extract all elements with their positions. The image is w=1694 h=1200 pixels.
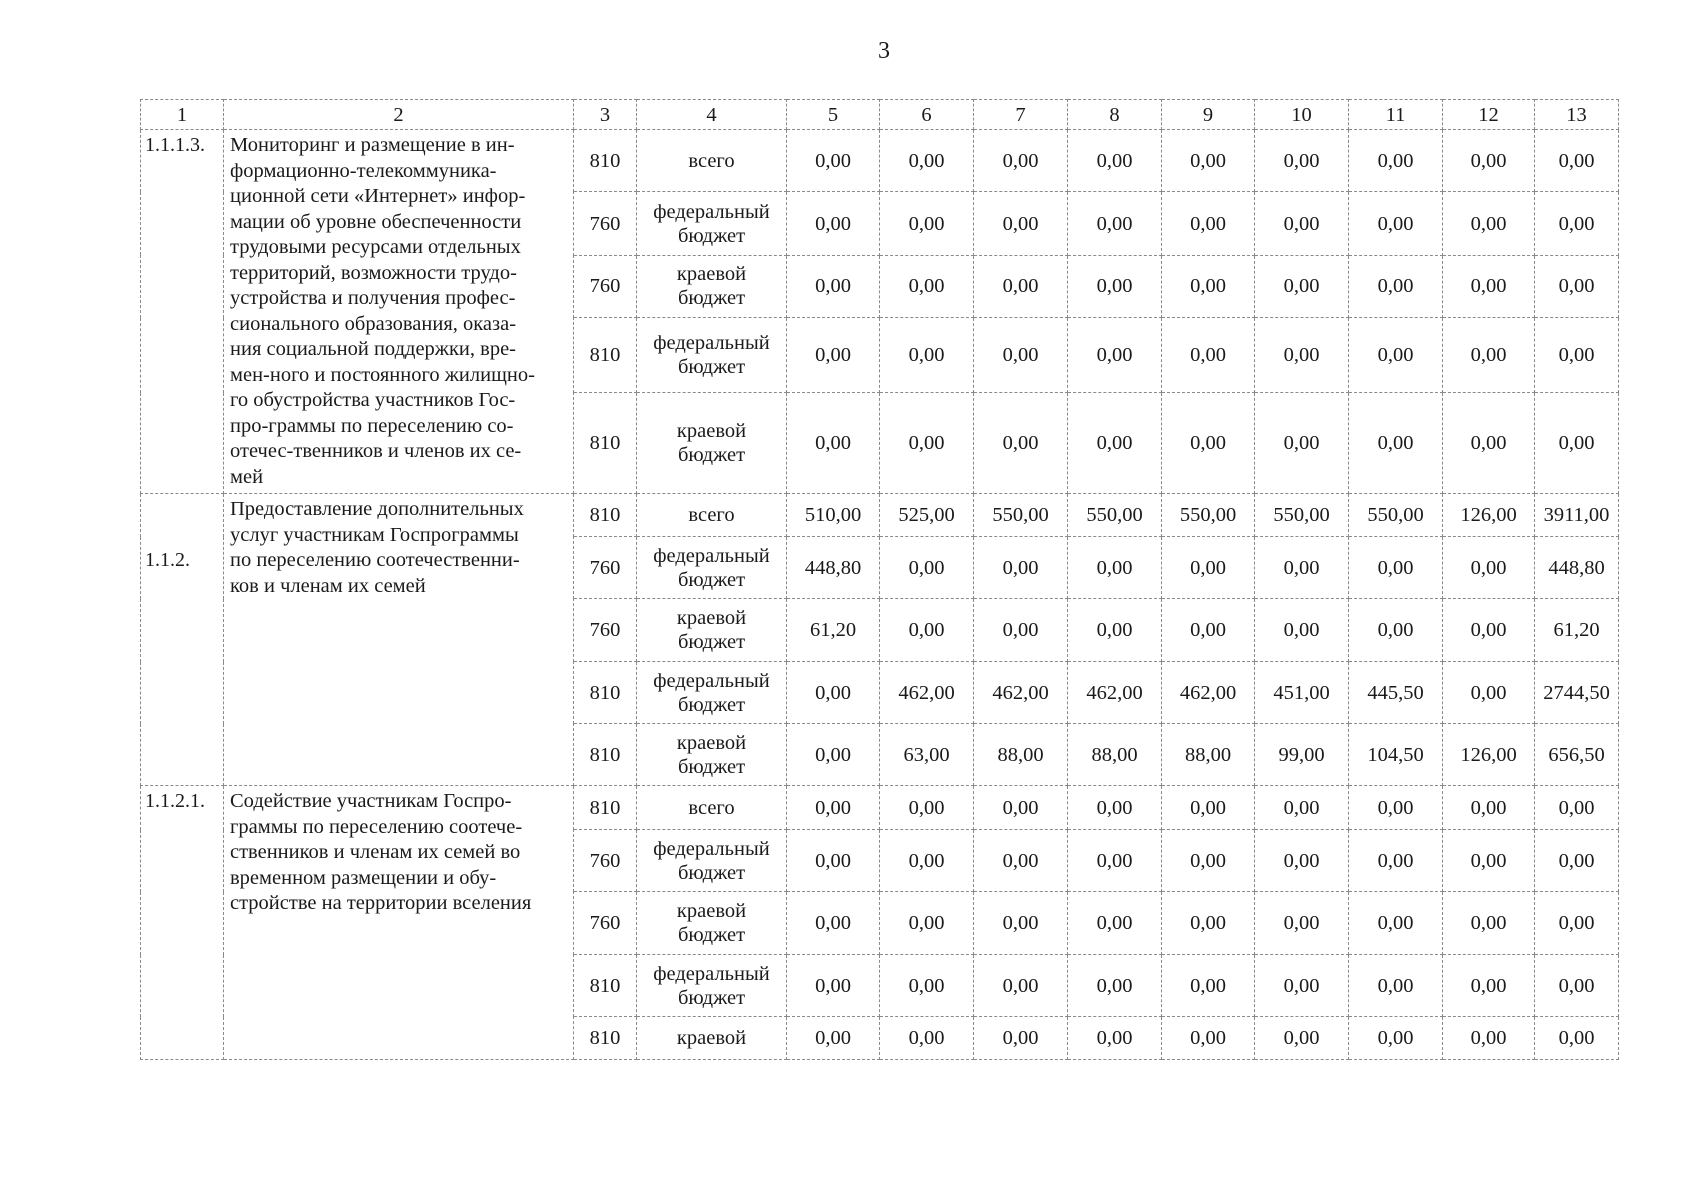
amount-cell: 550,00	[1349, 494, 1443, 537]
funding-source: всего	[637, 494, 787, 537]
amount-cell: 0,00	[1255, 599, 1349, 662]
amount-cell: 0,00	[1443, 192, 1535, 255]
amount-cell: 0,00	[1535, 892, 1619, 955]
amount-cell: 0,00	[1255, 318, 1349, 393]
amount-cell: 0,00	[787, 786, 880, 830]
amount-cell: 0,00	[1162, 830, 1255, 892]
amount-cell: 0,00	[1162, 955, 1255, 1017]
amount-cell: 0,00	[1349, 192, 1443, 255]
amount-cell: 63,00	[880, 724, 974, 786]
amount-cell: 0,00	[1349, 892, 1443, 955]
amount-cell: 0,00	[974, 599, 1068, 662]
amount-cell: 0,00	[974, 1017, 1068, 1060]
amount-cell: 0,00	[787, 393, 880, 494]
amount-cell: 0,00	[1349, 1017, 1443, 1060]
item-code: 1.1.2.1.	[141, 786, 224, 1060]
amount-cell: 0,00	[1443, 892, 1535, 955]
item-code: 1.1.1.3.	[141, 130, 224, 494]
amount-cell: 0,00	[1162, 192, 1255, 255]
amount-cell: 462,00	[974, 662, 1068, 724]
amount-cell: 0,00	[1349, 955, 1443, 1017]
table-row	[141, 130, 1619, 192]
amount-cell: 0,00	[1068, 393, 1162, 494]
funding-source: краевой бюджет	[637, 599, 787, 662]
amount-cell: 0,00	[1255, 786, 1349, 830]
amount-cell: 0,00	[1255, 192, 1349, 255]
funding-source: краевой бюджет	[637, 393, 787, 494]
amount-cell: 0,00	[1255, 537, 1349, 599]
amount-cell: 510,00	[787, 494, 880, 537]
amount-cell: 0,00	[1162, 537, 1255, 599]
amount-cell: 0,00	[880, 537, 974, 599]
amount-cell: 0,00	[880, 255, 974, 317]
item-name: Предоставление дополнительных услуг участникам Госпрограммы по переселению соотечественни- ков и членам их семей	[224, 494, 574, 786]
amount-cell: 0,00	[880, 393, 974, 494]
amount-cell: 0,00	[880, 599, 974, 662]
kbk-code: 810	[574, 724, 637, 786]
amount-cell: 0,00	[1349, 255, 1443, 317]
amount-cell: 0,00	[1068, 955, 1162, 1017]
amount-cell: 0,00	[1255, 1017, 1349, 1060]
amount-cell: 104,50	[1349, 724, 1443, 786]
amount-cell: 0,00	[787, 318, 880, 393]
kbk-code: 760	[574, 892, 637, 955]
amount-cell: 0,00	[1535, 130, 1619, 192]
header-cell: 4	[637, 100, 787, 130]
amount-cell: 0,00	[1255, 892, 1349, 955]
header-cell: 6	[880, 100, 974, 130]
item-code: 1.1.2.	[141, 494, 224, 786]
amount-cell: 0,00	[1068, 192, 1162, 255]
amount-cell: 3911,00	[1535, 494, 1619, 537]
funding-source: всего	[637, 130, 787, 192]
funding-source: федеральный бюджет	[637, 662, 787, 724]
amount-cell: 2744,50	[1535, 662, 1619, 724]
amount-cell: 0,00	[880, 955, 974, 1017]
amount-cell: 0,00	[880, 1017, 974, 1060]
funding-source: краевой бюджет	[637, 724, 787, 786]
table-row	[141, 786, 1619, 830]
page-number: 3	[878, 38, 890, 64]
amount-cell: 0,00	[1162, 318, 1255, 393]
amount-cell: 61,20	[1535, 599, 1619, 662]
amount-cell: 61,20	[787, 599, 880, 662]
amount-cell: 0,00	[1162, 786, 1255, 830]
amount-cell: 0,00	[1535, 255, 1619, 317]
amount-cell: 0,00	[974, 130, 1068, 192]
header-cell: 8	[1068, 100, 1162, 130]
amount-cell: 0,00	[1535, 192, 1619, 255]
table-row	[141, 494, 1619, 537]
amount-cell: 0,00	[1443, 130, 1535, 192]
amount-cell: 0,00	[1443, 830, 1535, 892]
amount-cell: 0,00	[880, 130, 974, 192]
header-cell: 11	[1349, 100, 1443, 130]
funding-source: всего	[637, 786, 787, 830]
amount-cell: 0,00	[1068, 537, 1162, 599]
amount-cell: 88,00	[1162, 724, 1255, 786]
header-cell: 13	[1535, 100, 1619, 130]
amount-cell: 0,00	[1162, 130, 1255, 192]
amount-cell: 0,00	[787, 892, 880, 955]
amount-cell: 448,80	[787, 537, 880, 599]
amount-cell: 0,00	[1068, 599, 1162, 662]
amount-cell: 0,00	[1068, 1017, 1162, 1060]
amount-cell: 0,00	[1443, 599, 1535, 662]
amount-cell: 0,00	[1068, 892, 1162, 955]
header-cell: 12	[1443, 100, 1535, 130]
amount-cell: 0,00	[787, 830, 880, 892]
amount-cell: 0,00	[1349, 599, 1443, 662]
amount-cell: 0,00	[787, 955, 880, 1017]
amount-cell: 451,00	[1255, 662, 1349, 724]
kbk-code: 810	[574, 662, 637, 724]
amount-cell: 0,00	[974, 537, 1068, 599]
amount-cell: 0,00	[880, 786, 974, 830]
kbk-code: 760	[574, 537, 637, 599]
kbk-code: 810	[574, 393, 637, 494]
amount-cell: 550,00	[1162, 494, 1255, 537]
amount-cell: 0,00	[974, 393, 1068, 494]
funding-source: федеральный бюджет	[637, 830, 787, 892]
amount-cell: 0,00	[974, 192, 1068, 255]
amount-cell: 0,00	[1162, 599, 1255, 662]
header-cell: 10	[1255, 100, 1349, 130]
amount-cell: 0,00	[787, 1017, 880, 1060]
amount-cell: 0,00	[1535, 393, 1619, 494]
kbk-code: 810	[574, 494, 637, 537]
amount-cell: 0,00	[1443, 1017, 1535, 1060]
kbk-code: 810	[574, 1017, 637, 1060]
amount-cell: 462,00	[1068, 662, 1162, 724]
amount-cell: 0,00	[1255, 955, 1349, 1017]
amount-cell: 0,00	[1349, 393, 1443, 494]
funding-source: краевой бюджет	[637, 255, 787, 317]
funding-source: федеральный бюджет	[637, 192, 787, 255]
amount-cell: 445,50	[1349, 662, 1443, 724]
amount-cell: 462,00	[880, 662, 974, 724]
header-cell: 7	[974, 100, 1068, 130]
amount-cell: 0,00	[1443, 318, 1535, 393]
amount-cell: 0,00	[787, 724, 880, 786]
amount-cell: 0,00	[1349, 537, 1443, 599]
amount-cell: 88,00	[974, 724, 1068, 786]
kbk-code: 760	[574, 255, 637, 317]
kbk-code: 810	[574, 955, 637, 1017]
amount-cell: 0,00	[1535, 786, 1619, 830]
amount-cell: 0,00	[974, 830, 1068, 892]
amount-cell: 0,00	[1443, 255, 1535, 317]
amount-cell: 0,00	[1443, 662, 1535, 724]
header-cell: 5	[787, 100, 880, 130]
amount-cell: 0,00	[1255, 130, 1349, 192]
amount-cell: 99,00	[1255, 724, 1349, 786]
header-row	[141, 100, 1619, 130]
amount-cell: 550,00	[1068, 494, 1162, 537]
amount-cell: 0,00	[1443, 955, 1535, 1017]
amount-cell: 0,00	[1162, 1017, 1255, 1060]
amount-cell: 550,00	[974, 494, 1068, 537]
amount-cell: 0,00	[1349, 130, 1443, 192]
amount-cell: 0,00	[1255, 255, 1349, 317]
amount-cell: 0,00	[1443, 786, 1535, 830]
header-cell: 1	[141, 100, 224, 130]
amount-cell: 448,80	[1535, 537, 1619, 599]
amount-cell: 0,00	[1162, 255, 1255, 317]
amount-cell: 0,00	[1255, 830, 1349, 892]
amount-cell: 0,00	[1162, 393, 1255, 494]
funding-source: федеральный бюджет	[637, 537, 787, 599]
budget-table	[140, 99, 1619, 1060]
item-name: Содействие участникам Госпро- граммы по переселению соотече- ственников и членам их семей во временном размещении и обу- стройстве на территории вселения	[224, 786, 574, 1060]
amount-cell: 88,00	[1068, 724, 1162, 786]
amount-cell: 0,00	[1443, 393, 1535, 494]
amount-cell: 126,00	[1443, 494, 1535, 537]
table-body	[141, 100, 1619, 1060]
amount-cell: 0,00	[974, 255, 1068, 317]
amount-cell: 0,00	[974, 892, 1068, 955]
amount-cell: 0,00	[787, 255, 880, 317]
amount-cell: 0,00	[1535, 1017, 1619, 1060]
amount-cell: 126,00	[1443, 724, 1535, 786]
amount-cell: 0,00	[880, 892, 974, 955]
amount-cell: 0,00	[1255, 393, 1349, 494]
amount-cell: 462,00	[1162, 662, 1255, 724]
header-cell: 2	[224, 100, 574, 130]
amount-cell: 0,00	[1349, 830, 1443, 892]
amount-cell: 0,00	[1349, 318, 1443, 393]
amount-cell: 0,00	[974, 786, 1068, 830]
funding-source: федеральный бюджет	[637, 955, 787, 1017]
funding-source: краевой	[637, 1017, 787, 1060]
kbk-code: 760	[574, 192, 637, 255]
amount-cell: 550,00	[1255, 494, 1349, 537]
amount-cell: 0,00	[880, 318, 974, 393]
amount-cell: 0,00	[1535, 955, 1619, 1017]
kbk-code: 810	[574, 786, 637, 830]
kbk-code: 810	[574, 318, 637, 393]
amount-cell: 0,00	[974, 318, 1068, 393]
amount-cell: 0,00	[1535, 318, 1619, 393]
amount-cell: 0,00	[787, 130, 880, 192]
kbk-code: 760	[574, 830, 637, 892]
header-cell: 9	[1162, 100, 1255, 130]
funding-source: краевой бюджет	[637, 892, 787, 955]
kbk-code: 810	[574, 130, 637, 192]
item-name: Мониторинг и размещение в ин- формационно-телекоммуника- ционной сети «Интернет» инфор- мации об уровне обеспеченности трудовыми ресурсами отдельных территорий, возможности трудо- устройства и получения профес- сионального образования, оказа- ния социальной поддержки, вре- мен-ного и постоянного жилищно- го обустройства участников Гос- про-граммы по переселению со- отечес-твенников и членов их се- мей	[224, 130, 574, 494]
amount-cell: 0,00	[1068, 830, 1162, 892]
amount-cell: 656,50	[1535, 724, 1619, 786]
amount-cell: 0,00	[880, 192, 974, 255]
amount-cell: 0,00	[787, 192, 880, 255]
amount-cell: 0,00	[787, 662, 880, 724]
amount-cell: 0,00	[974, 955, 1068, 1017]
kbk-code: 760	[574, 599, 637, 662]
funding-source: федеральный бюджет	[637, 318, 787, 393]
amount-cell: 0,00	[1068, 130, 1162, 192]
amount-cell: 0,00	[1349, 786, 1443, 830]
amount-cell: 0,00	[1068, 318, 1162, 393]
amount-cell: 525,00	[880, 494, 974, 537]
amount-cell: 0,00	[1535, 830, 1619, 892]
amount-cell: 0,00	[1162, 892, 1255, 955]
amount-cell: 0,00	[1068, 255, 1162, 317]
amount-cell: 0,00	[1443, 537, 1535, 599]
header-cell: 3	[574, 100, 637, 130]
amount-cell: 0,00	[1068, 786, 1162, 830]
amount-cell: 0,00	[880, 830, 974, 892]
